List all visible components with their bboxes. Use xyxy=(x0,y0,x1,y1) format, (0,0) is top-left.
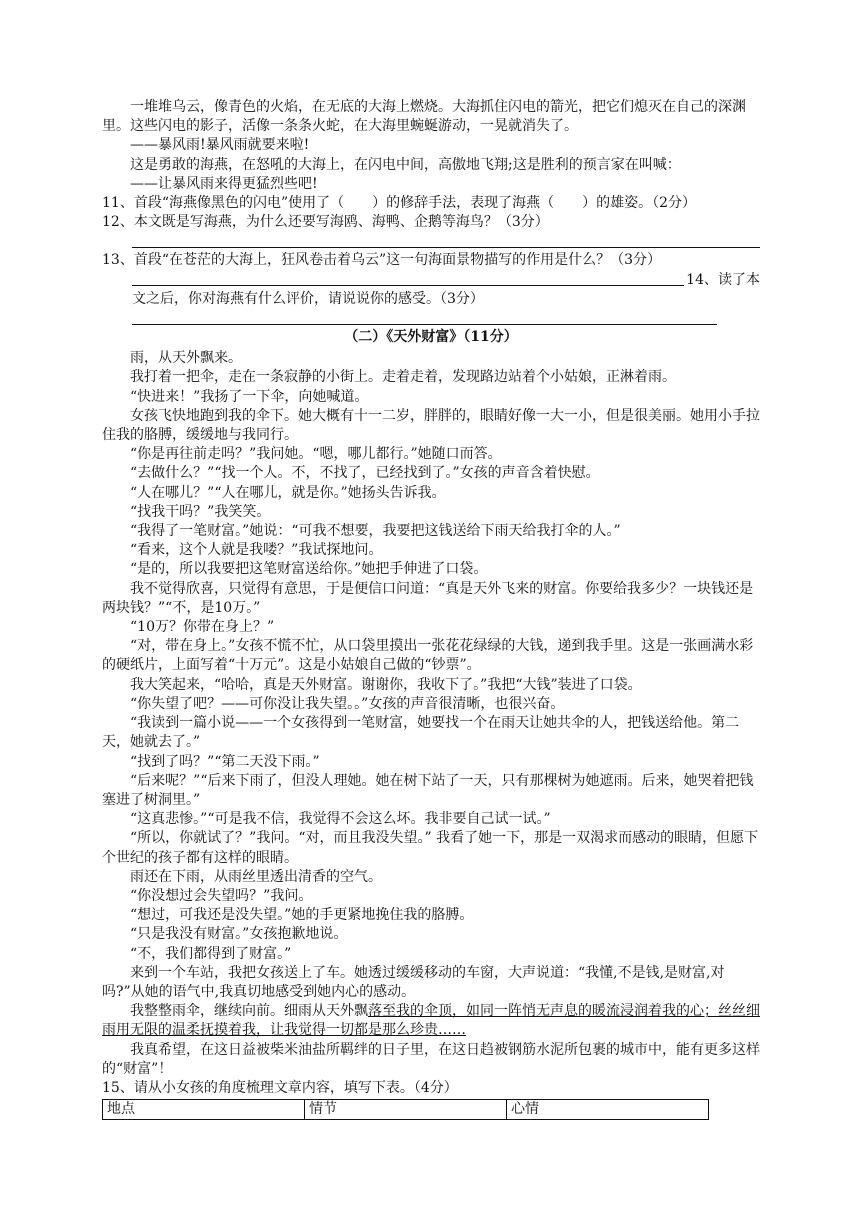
passage1-paragraph: 一堆堆乌云，像青色的火焰，在无底的大海上燃烧。大海抓住闪电的箭光，把它们熄灭在自己的深渊里。这些闪电的影子，活像一条条火蛇，在大海里蜿蜒游动，一晃就消失了。 xyxy=(102,99,746,135)
answer-line xyxy=(132,232,760,248)
passage2-paragraph: 来到一个车站，我把女孩送上了车。她透过缓缓移动的车窗，大声说道：“我懂,不是钱,是财富,对吗?”从她的语气中,我真切地感受到她内心的感动。 xyxy=(102,964,725,1000)
passage2-paragraph: “你是再往前走吗？”我问她。“嗯，哪儿都行。”她随口而答。 xyxy=(130,446,502,463)
question-14-line1 xyxy=(132,271,760,290)
passage2-paragraph: “我得了一笔财富。”她说：“可我不想要，我要把这钱送给下雨天给我打伞的人。” xyxy=(130,523,621,540)
passage2-paragraph: “想过，可我还是没失望。”她的手更紧地挽住我的胳膊。 xyxy=(130,907,474,924)
passage2-paragraph: “不，我们都得到了财富。” xyxy=(130,945,292,962)
passage2-paragraph: 我大笑起来，“哈哈，真是天外财富。谢谢你，我收下了。”我把“大钱”装进了口袋。 xyxy=(130,676,642,693)
passage2-paragraph: “我读到一篇小说——一个女孩得到一笔财富，她要找一个在雨天让她共伞的人，把钱送给他。第二天，她就去了。” xyxy=(102,715,740,751)
passage2-paragraph: “所以，你就试了？”我问。“对，而且我没失望。” 我看了她一下，那是一双渴求而感动的眼睛，但愿下个世纪的孩子都有这样的眼睛。 xyxy=(102,830,759,866)
passage2-paragraph: 雨还在下雨，从雨丝里透出清香的空气。 xyxy=(130,868,382,885)
table-header-plot: 情节 xyxy=(305,1100,507,1120)
table-header-row xyxy=(103,1100,709,1120)
passage2-paragraph: 我打着一把伞，走在一条寂静的小街上。走着走着，发现路边站着个小姑娘，正淋着雨。 xyxy=(130,369,676,386)
passage2-paragraph: “找我干吗？”我笑笑。 xyxy=(130,503,271,520)
question-14: 文之后，你对海燕有什么评价，请说说你的感受。（3分） xyxy=(132,290,484,307)
passage1-paragraph: ——暴风雨!暴风雨就要来啦! xyxy=(130,137,310,154)
passage2-paragraph: 我真希望，在这日益被柴米油盐所羁绊的日子里，在这日趋被钢筋水泥所包裹的城市中，能有更多这样的“财富”！ xyxy=(102,1041,760,1077)
passage1-paragraph: ——让暴风雨来得更猛烈些吧! xyxy=(130,175,318,192)
passage1-paragraph: 这是勇敢的海燕，在怒吼的大海上，在闪电中间，高傲地飞翔;这是胜利的预言家在叫喊： xyxy=(130,156,681,173)
question-11: 11、首段“海燕像黑色的闪电”使用了（ ）的修辞手法，表现了海燕（ ）的雄姿。（2分） xyxy=(102,195,697,212)
question-15: 15、请从小女孩的角度梳理文章内容，填写下表。（4分） xyxy=(102,1079,458,1096)
passage2-paragraph: “只是我没有财富。”女孩抱歉地说。 xyxy=(130,926,348,943)
underlined-sentence: 落至我的伞顶，如同一阵悄无声息的暖流浸润着我的心；丝丝细雨用无限的温柔抚摸着我，让我觉得一切都是那么珍贵…… xyxy=(102,1003,760,1039)
passage2-paragraph: “对，带在身上。”女孩不慌不忙，从口袋里摸出一张花花绿绿的大钱，递到我手里。这是一张画满水彩的硬纸片，上面写着“十万元”。这是小姑娘自己做的“钞票”。 xyxy=(102,638,754,674)
passage2-paragraph: “10万？你带在身上？” xyxy=(130,619,275,636)
passage2-paragraph: “你没想过会失望吗？”我问。 xyxy=(130,887,313,904)
passage2-paragraph: 女孩飞快地跑到我的伞下。她大概有十一二岁，胖胖的，眼睛好像一大一小，但是很美丽。她用小手拉住我的胳膊，缓缓地与我同行。 xyxy=(102,407,760,444)
question-14-start: 14、读了本 xyxy=(686,271,760,288)
passage2-paragraph: “你失望了吧？——可你没让我失望。。”女孩的声音很清晰，也很兴奋。 xyxy=(130,695,565,712)
section-title: （二）《天外财富》（11分） xyxy=(344,329,518,346)
table-header-place: 地点 xyxy=(103,1100,305,1120)
passage2-paragraph-underlined xyxy=(102,1002,760,1040)
answer-line xyxy=(132,271,684,286)
passage2-paragraph: “快进来！”我扬了一下伞，向她喊道。 xyxy=(130,388,369,405)
question-13: 13、首段“在苍茫的大海上，狂风卷击着乌云”这一句海面景物描写的作用是什么？（3分） xyxy=(102,252,662,269)
answer-line xyxy=(132,309,717,325)
passage2-paragraph: “这真悲惨。”“可是我不信，我觉得不会这么坏。我非要自己试一试。” xyxy=(130,811,551,828)
answer-table xyxy=(102,1099,709,1120)
exam-page xyxy=(102,98,760,1120)
passage2-paragraph: “后来呢？”“后来下雨了，但没人理她。她在树下站了一天，只有那棵树为她遮雨。后来，她哭着把钱塞进了树洞里。” xyxy=(102,772,754,808)
passage2-paragraph: “看来，这个人就是我喽？”我试探地问。 xyxy=(130,542,383,559)
passage2-paragraph: “找到了吗？”“第二天没下雨。” xyxy=(130,753,320,770)
passage2-paragraph: “去做什么？”“找一个人。不，不找了，已经找到了。”女孩的声音含着快慰。 xyxy=(130,465,600,482)
passage2-paragraph: “是的，所以我要把这笔财富送给你。”她把手伸进了口袋。 xyxy=(130,561,488,578)
passage2-paragraph: “人在哪儿？”“人在哪儿，就是你。”她扬头告诉我。 xyxy=(130,484,446,501)
passage2-paragraph: 雨，从天外飘来。 xyxy=(130,350,242,367)
passage2-paragraph: 我不觉得欣喜，只觉得有意思，于是便信口问道：“真是天外飞来的财富。你要给我多少？一块钱还是两块钱？”“不，是10万。” xyxy=(102,580,754,616)
table-header-mood: 心情 xyxy=(507,1100,709,1120)
plain-text: 我整整雨伞，继续向前。细雨从天外飘 xyxy=(130,1003,368,1020)
question-12: 12、本文既是写海燕，为什么还要写海鸥、海鸭、企鹅等海鸟？（3分） xyxy=(102,214,549,231)
